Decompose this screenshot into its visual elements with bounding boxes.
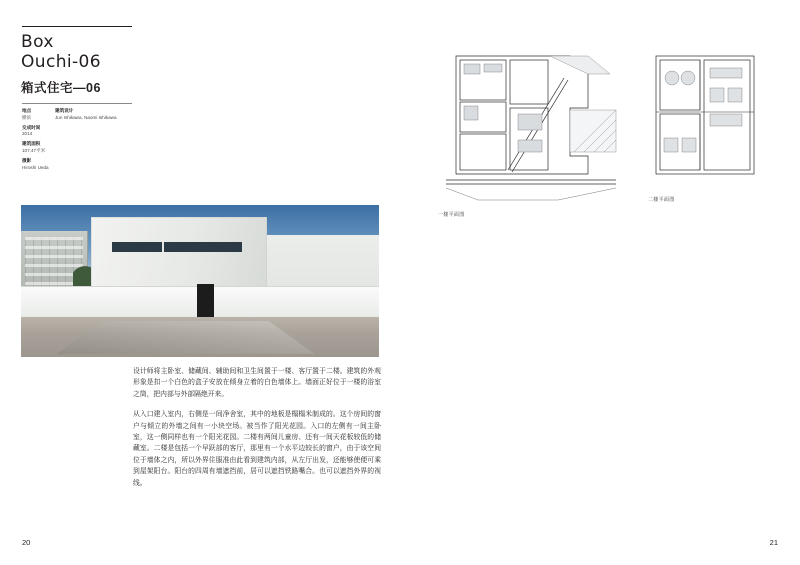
- meta-label-photographer: 摄影: [22, 158, 32, 164]
- first-floor-plan-svg: [648, 48, 763, 188]
- ground-floor-plan-svg: [438, 48, 623, 208]
- first-floor-plan-drawing: [648, 48, 763, 188]
- ground-plane: [21, 317, 379, 357]
- plan-caption-first-floor: 二楼平面图: [648, 197, 675, 203]
- credit-value: Jun Ishikawa, Naomi Ishikawa: [55, 114, 117, 120]
- page-number-right: 21: [769, 538, 778, 547]
- body-copy: [133, 366, 381, 498]
- right-page: [400, 0, 800, 565]
- clerestory-window-strip: [112, 242, 242, 252]
- title-en-line2: Ouchi-06: [21, 52, 101, 72]
- meta-label-area: 建筑面积: [22, 141, 41, 147]
- credit-label: 建筑设计: [55, 108, 74, 113]
- exterior-building-photo: [21, 205, 379, 357]
- meta-item-photographer: [22, 158, 172, 171]
- ground-floor-plan-drawing: [438, 48, 623, 208]
- title-cn: 箱式住宅—06: [21, 81, 101, 95]
- title-en-line1: Box: [21, 32, 54, 52]
- meta-item-date: [22, 125, 172, 138]
- meta-value-location: 横滨: [22, 114, 32, 120]
- title-divider: [22, 26, 132, 27]
- meta-label-date: 交成时间: [22, 124, 41, 130]
- meta-value-photographer: Hiroshi Ueda: [22, 164, 49, 170]
- page-title: [21, 32, 181, 96]
- page-number-left: 20: [22, 538, 31, 547]
- meta-divider: [22, 103, 132, 104]
- plan-caption-ground-floor: 一楼平面图: [438, 212, 465, 218]
- meta-value-area: 107.47平米: [22, 147, 46, 153]
- body-paragraph-1: 设计师将主卧室、储藏间、辅助间和卫生间置于一楼、客厅置于二楼。建筑的外观形象是扣一个白色的盒子安放在倾身立着的白色墙体上。墙面正好位于一楼的浴室之筒，把内部与外部隔绝开来。: [133, 368, 381, 398]
- meta-item-area: [22, 141, 172, 154]
- body-paragraph-2: 从入口建入室内，右侧是一间净舍室，其中的地板是榻榻米制成的。这个房间的窗户与倾立的外墙之间有一小块空场。被当作了阳光花园。入口的左侧有一间主卧室，这一侧同样也有一个阳光花园。二楼有两间儿童房、还有一间天花板较低的储藏室。二楼是包括一个早跃部的客厅，那里有一个水平边较长的窗户，由于该空间位于墙体之内，所以外界住服准由此看到建筑内部，从左厅出发，还能够使便可乘到屋架阳台。阳台的四周有墙遮挡前，居可以遮挡铁路嘴合。也可以遮挡外界的视线。: [133, 411, 381, 487]
- meta-value-date: 2014: [22, 131, 33, 137]
- architect-credit: [55, 108, 175, 121]
- entrance-door: [197, 284, 214, 317]
- meta-label-location: 地点: [22, 108, 32, 113]
